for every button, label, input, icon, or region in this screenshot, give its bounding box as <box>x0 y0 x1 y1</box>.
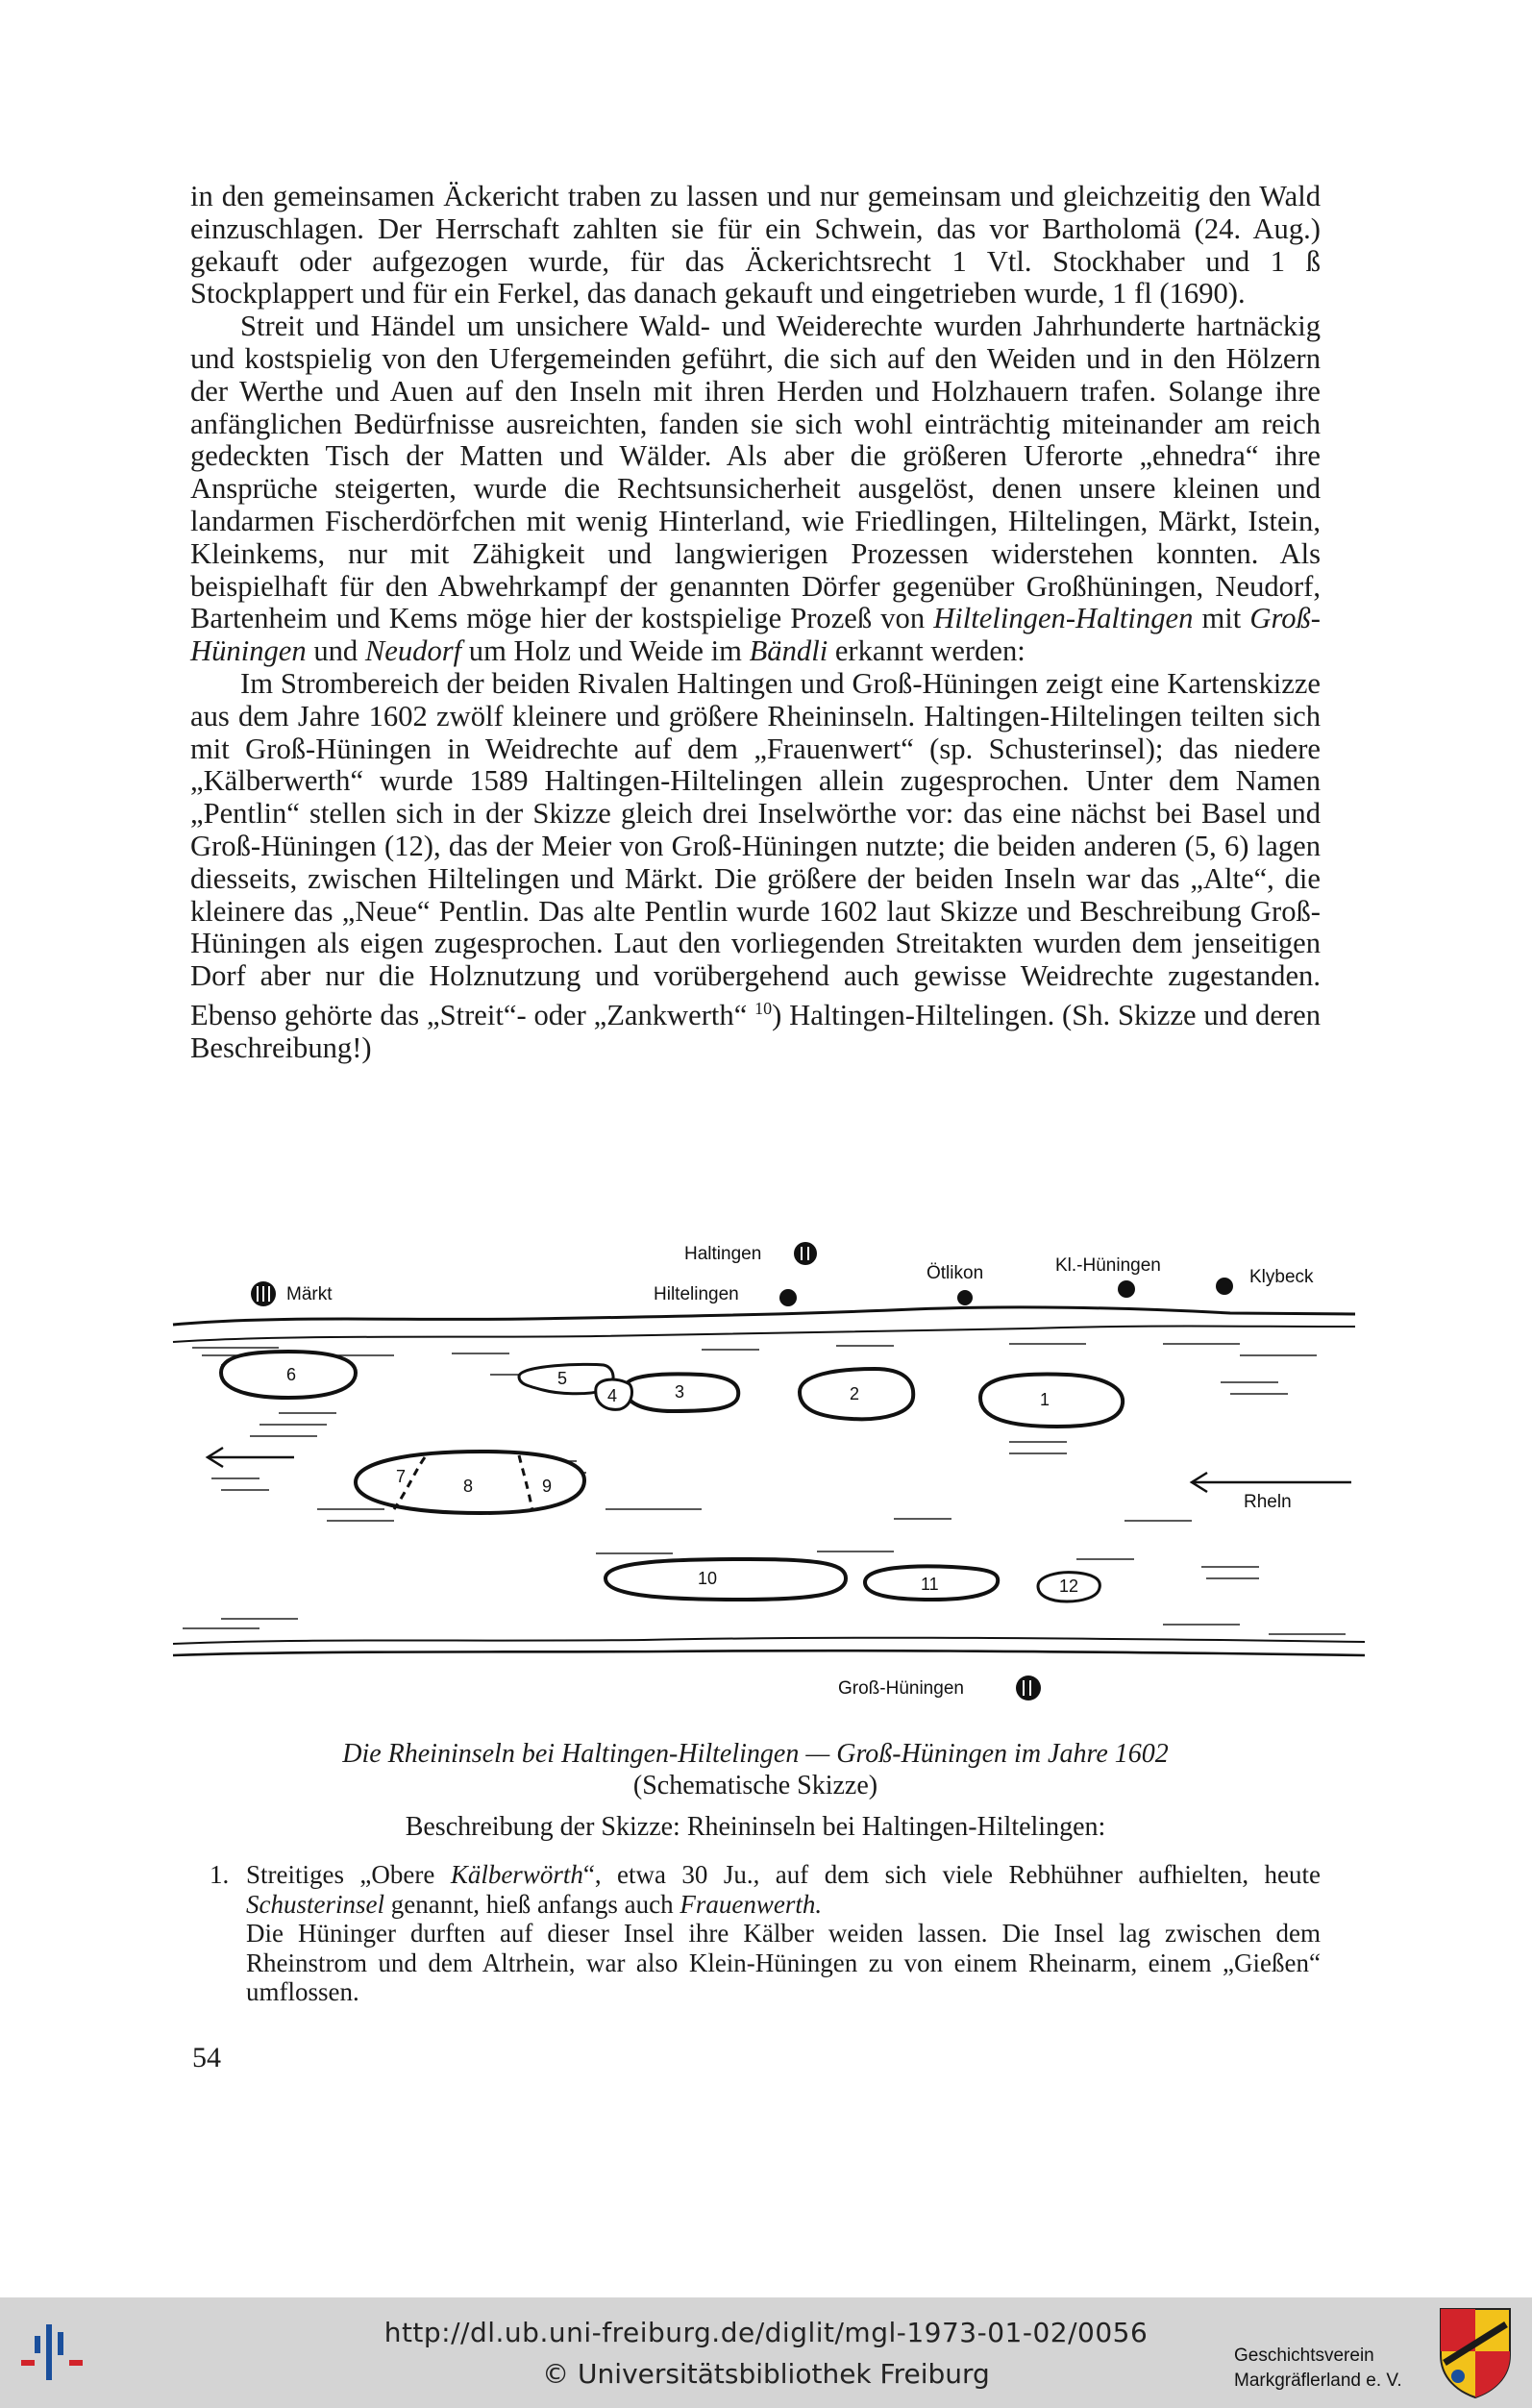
description-segment: Frauenwerth. <box>680 1889 823 1919</box>
description-segment: Die Hüninger durften auf dieser Insel ihre Kälber weiden lassen. Die Insel lag zwischen dem Rheinstrom und dem Altrhein, war also Klein-Hüningen zu von einem Rheinarm, einem „Gießen“ umflossen. <box>246 1919 1321 2006</box>
description-segment: “, etwa 30 Ju., auf dem sich viele Rebhühner aufhielten, heute <box>582 1860 1321 1889</box>
society-line-1: Geschichtsverein <box>1234 2346 1374 2366</box>
description-item-number: 1. <box>210 1860 230 1889</box>
description-item <box>210 1860 1321 2007</box>
description-segment: Streitiges „Obere <box>246 1860 451 1889</box>
marker-hiltelingen <box>779 1289 797 1306</box>
label-gross-hueningen: Groß-Hüningen <box>838 1678 964 1699</box>
marker-kl-hueningen <box>1118 1280 1135 1298</box>
label-haltingen: Haltingen <box>684 1244 762 1264</box>
paragraph-segment: Hiltelingen-Haltingen <box>933 602 1194 635</box>
paragraph-segment: in den gemeinsamen Äckericht traben zu lassen und nur gemeinsam und gleichzeitig den Wald einzuschlagen. Der Herrschaft zahlten sie für ein Schwein, das vor Bartholomä (24. Aug.) gekauft oder aufgezogen wurde, für das Äckerichtsrecht 1 Vtl. Stockhaber und 1 ß Stockplappert und für ein Ferkel, das danach gekauft und eingetrieben wurde, 1 fl (1690). <box>190 180 1321 310</box>
island-number-11: 11 <box>921 1575 939 1594</box>
paragraph-segment: mit <box>1193 602 1250 635</box>
marker-gross-hueningen <box>1016 1676 1041 1700</box>
map-caption <box>190 1738 1321 1801</box>
paragraph-segment: und <box>306 634 365 668</box>
label-maerkt: Märkt <box>286 1284 333 1304</box>
description-heading: Beschreibung der Skizze: Rheininseln bei Haltingen-Hiltelingen: <box>405 1812 1106 1842</box>
label-oetlikon: Ötlikon <box>927 1263 984 1283</box>
island-number-10: 10 <box>698 1569 718 1588</box>
island-number-6: 6 <box>286 1365 297 1384</box>
label-kl-hueningen: Kl.-Hüningen <box>1055 1255 1161 1276</box>
island-number-2: 2 <box>850 1384 860 1403</box>
island-number-7: 7 <box>396 1467 407 1486</box>
island-number-5: 5 <box>557 1369 568 1388</box>
paragraph-segment: Neudorf <box>364 634 462 668</box>
copyright-notice: © Universitätsbibliothek Freiburg <box>542 2358 990 2390</box>
paragraph-segment: Streit und Händel um unsichere Wald- und Weiderechte wurden Jahrhunderte hartnäckig und kostspielig von den Ufergemeinden geführt, die sich auf den Weiden und in den Hölzern der Werthe und Auen auf den Inseln mit ihren Herden und Holzhauern trafen. Solange ihre anfänglichen Bedürfnisse ausreichten, fanden sie sich wohl einträchtig miteinander am reich gedeckten Tisch der Matten und Wälder. Als aber die größeren Uferorte „ehnedra“ ihre Ansprüche steigerten, wurde die Rechtsunsicherheit ausgelöst, denen unsere kleinen und landarmen Fischerdörfchen mit wenig Hinterland, wie Friedlingen, Hiltelingen, Märkt, Istein, Kleinkems, nur mit Zähigkeit und langwierigen Prozessen widerstehen konnten. Als beispielhaft für den Abwehrkampf der genannten Dörfer gegenüber Großhüningen, Neudorf, Bartenheim und Kems möge hier der kostspielige Prozeß von <box>190 310 1321 635</box>
paragraph <box>190 181 1321 310</box>
marker-klybeck <box>1216 1278 1233 1295</box>
society-name <box>1234 2344 1426 2394</box>
page-number: 54 <box>192 2042 221 2073</box>
paragraph-segment: um Holz und Weide im <box>461 634 750 668</box>
label-rhein: Rheln <box>1244 1492 1292 1512</box>
society-line-2: Markgräflerland e. V. <box>1234 2371 1402 2391</box>
description-segment: Kälberwörth <box>450 1860 583 1889</box>
paragraph <box>190 310 1321 668</box>
island-number-3: 3 <box>675 1382 685 1402</box>
paragraph <box>190 668 1321 1065</box>
label-klybeck: Klybeck <box>1249 1267 1314 1287</box>
paragraph-segment: 10 <box>754 998 773 1018</box>
paragraph-segment: Bändli <box>749 634 828 668</box>
description-item-text <box>246 1860 1321 2007</box>
island-number-4: 4 <box>607 1386 618 1405</box>
document-url[interactable]: http://dl.ub.uni-freiburg.de/diglit/mgl-1973-01-02/0056 <box>383 2317 1149 2348</box>
label-hiltelingen: Hiltelingen <box>654 1284 739 1304</box>
island-number-8: 8 <box>463 1477 474 1496</box>
paragraph-segment: Groß-Hüningen <box>190 602 1321 668</box>
body-text <box>190 181 1321 1065</box>
paragraph-segment: ) Haltingen-Hiltelingen. (Sh. Skizze und deren Beschreibung!) <box>190 999 1321 1064</box>
island-number-12: 12 <box>1059 1576 1079 1596</box>
paragraph-segment: Im Strombereich der beiden Rivalen Haltingen und Groß-Hüningen zeigt eine Kartenskizze aus dem Jahre 1602 zwölf kleinere und größere Rheininseln. Haltingen-Hiltelingen teilten sich mit Groß-Hüningen in Weidrechte auf dem „Frauenwert“ (sp. Schusterinsel); das niedere „Kälberwerth“ wurde 1589 Haltingen-Hiltelingen allein zugesprochen. Unter dem Namen „Pentlin“ stellen sich in der Skizze gleich drei Inselwörthe vor: das eine nächst bei Basel und Groß-Hüningen (12), das der Meier von Groß-Hüningen nutzte; die beiden anderen (5, 6) lagen diesseits, zwischen Hiltelingen und Märkt. Die größere der beiden Inseln war das „Alte“, die kleinere das „Neue“ Pentlin. Das alte Pentlin wurde 1602 laut Skizze und Beschreibung Groß-Hüningen als eigen zugesprochen. Laut den vorliegenden Streitakten wurden dem jenseitigen Dorf aber nur die Holznutzung und vorübergehend auch gewisse Weidrechte zugestanden. Ebenso gehörte das „Streit“- oder „Zankwerth“ <box>190 666 1321 1032</box>
island-number-1: 1 <box>1040 1390 1050 1409</box>
viewer-footer <box>0 2297 1532 2408</box>
description-segment: genannt, hieß anfangs auch <box>383 1889 680 1919</box>
paragraph-segment: erkannt werden: <box>828 634 1025 668</box>
marker-oetlikon <box>957 1290 973 1305</box>
marker-haltingen <box>794 1242 817 1265</box>
description-segment: Schusterinsel <box>246 1889 384 1919</box>
rhine-islands-map <box>163 1221 1365 1711</box>
island-number-9: 9 <box>542 1477 553 1496</box>
society-crest-icon <box>1437 2305 1514 2399</box>
caption-title: Die Rheininseln bei Haltingen-Hiltelingen — Groß-Hüningen im Jahre 1602 <box>342 1739 1169 1769</box>
caption-subtitle: (Schematische Skizze) <box>632 1771 878 1800</box>
